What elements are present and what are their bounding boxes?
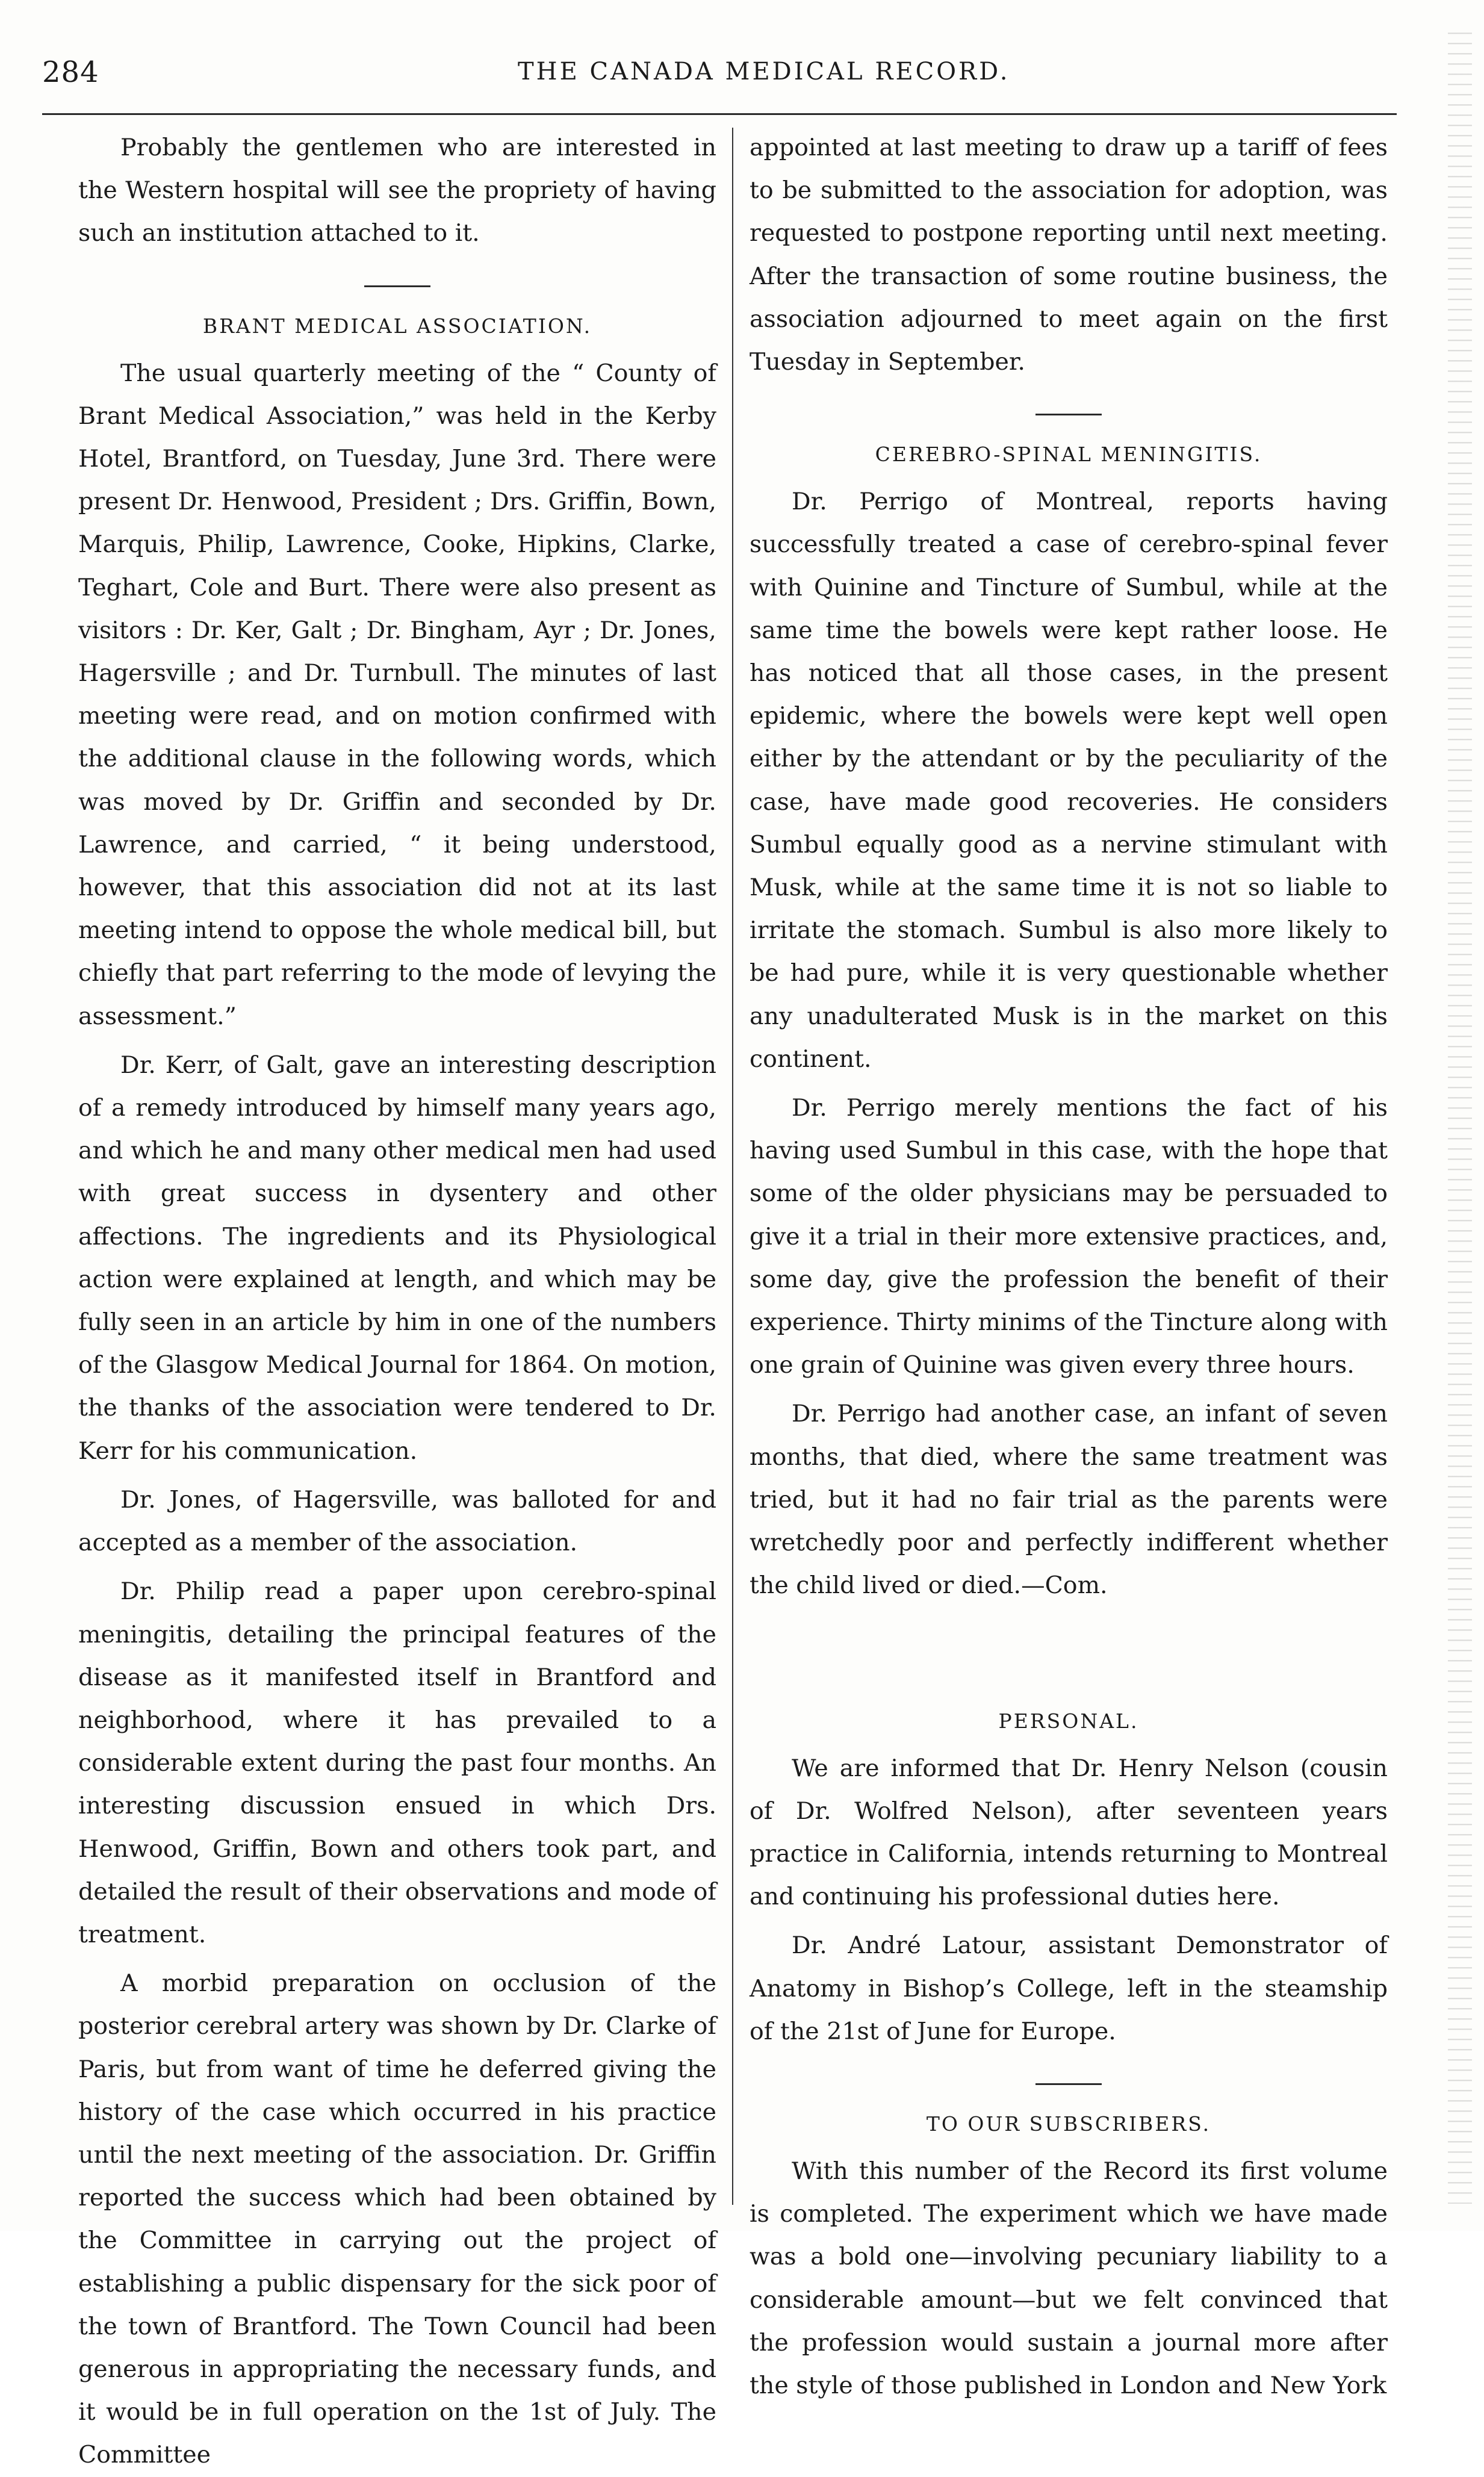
subscribers-heading: TO OUR SUBSCRIBERS. — [926, 2112, 1211, 2136]
brant-paragraph-4: Dr. Philip read a paper upon cerebro-spinal meningitis, detailing the principal features of the disease as it manifested itself in Brantford and neighborhood, where it has prevailed to a considerable extent during the past four months. An interesting discussion ensued in which Drs. Henwood, Griffin, Bown and others took part, and detailed the result of their observations and mode of treatment. — [78, 1577, 716, 1948]
cerebro-heading: CEREBRO-SPINAL MENINGITIS. — [875, 443, 1262, 467]
cerebro-paragraph-2: Dr. Perrigo merely mentions the fact of his having used Sumbul in this case, with the hope that some of the older physicians may be persuaded to give it a trial in their more extensive practices, and, some day, give the profession the benefit of their experience. Thirty minims of the Tincture along with one grain of Quinine was given every three hours. — [750, 1094, 1388, 1379]
subscribers-paragraph: With this number of the Record its first volume is completed. The experiment which we have made was a bold one—involving pecuniary liability to a considerable amount—but we felt convinced that the profession would sustain a journal more after the style of those published in London and New York — [750, 2157, 1388, 2399]
left-column — [78, 126, 716, 2477]
personal-paragraph-1: We are informed that Dr. Henry Nelson (cousin of Dr. Wolfred Nelson), after seventeen years practice in California, intends returning to Montreal and continuing his professional duties here. — [750, 1754, 1388, 1911]
section-spacer — [750, 1608, 1388, 1692]
brant-paragraph-2: Dr. Kerr, of Galt, gave an interesting description of a remedy introduced by himself many years ago, and which he and many other medical men had used with great success in dysentery and other affections. The ingredients and its Physiological action were explained at length, and which may be fully seen in an article by him in one of the numbers of the Glasgow Medical Journal for 1864. On motion, the thanks of the association were tendered to Dr. Kerr for his communication. — [78, 1051, 716, 1465]
brant-heading: BRANT MEDICAL ASSOCIATION. — [202, 314, 592, 338]
section-rule — [364, 285, 430, 287]
brant-paragraph-5: A morbid preparation on occlusion of the posterior cerebral artery was shown by Dr. Clarke of Paris, but from want of time he deferred giving the history of the case which occurred in his practice until the next meeting of the association. Dr. Griffin reported the success which had been obtained by the Committee in carrying out the project of establishing a public dispensary for the sick poor of the town of Brantford. The Town Council had been generous in appropriating the necessary funds, and it would be in full operation on the 1st of July. The Committee — [78, 1969, 716, 2469]
personal-paragraph-2: Dr. André Latour, assistant Demonstrator of Anatomy in Bishop’s College, left in the steamship of the 21st of June for Europe. — [750, 1932, 1388, 2045]
brant-paragraph-1: The usual quarterly meeting of the “ County of Brant Medical Association,” was held in the Kerby Hotel, Brantford, on Tuesday, June 3rd. There were present Dr. Henwood, President ; Drs. Griffin, Bown, Marquis, Philip, Lawrence, Cooke, Hipkins, Clarke, Teghart, Cole and Burt. There were also present as visitors : Dr. Ker, Galt ; Dr. Bingham, Ayr ; Dr. Jones, Hagersville ; and Dr. Turnbull. The minutes of last meeting were read, and on motion confirmed with the additional clause in the following words, which was moved by Dr. Griffin and seconded by Dr. Lawrence, and carried, “ it being understood, however, that this association did not at its last meeting intend to oppose the whole medical bill, but chiefly that part referring to the mode of levying the assessment.” — [78, 359, 716, 1030]
cerebro-paragraph-3: Dr. Perrigo had another case, an infant of seven months, that died, where the same treatment was tried, but it had no fair trial as the parents were wretchedly poor and perfectly indifferent whether the child lived or died.—Com. — [750, 1400, 1388, 1600]
column-divider — [732, 128, 733, 2205]
journal-title: THE CANADA MEDICAL RECORD. — [518, 58, 1010, 85]
personal-heading: PERSONAL. — [998, 1709, 1139, 1733]
section-rule — [1035, 2083, 1102, 2085]
right-column — [750, 126, 1388, 2407]
running-head — [42, 55, 1421, 98]
intro-paragraph: Probably the gentlemen who are interested in the Western hospital will see the propriety of having such an institution attached to it. — [78, 134, 716, 247]
brant-paragraph-3: Dr. Jones, of Hagersville, was balloted for and accepted as a member of the association. — [78, 1485, 716, 1557]
scan-edge — [1448, 24, 1472, 2204]
section-rule — [1035, 414, 1102, 415]
header-rule — [42, 113, 1397, 115]
page-number: 284 — [42, 55, 99, 89]
continuation-paragraph: appointed at last meeting to draw up a tariff of fees to be submitted to the association for adoption, was requested to postpone reporting until next meeting. After the transaction of some routine business, the association adjourned to meet again on the first Tuesday in September. — [750, 134, 1388, 376]
cerebro-paragraph-1: Dr. Perrigo of Montreal, reports having successfully treated a case of cerebro-spinal fever with Quinine and Tincture of Sumbul, while at the same time the bowels were kept rather loose. He has noticed that all those cases, in the present epidemic, where the bowels were kept well open either by the attendant or by the peculiarity of the case, have made good recoveries. He considers Sumbul equally good as a nervine stimulant with Musk, while at the same time it is not so liable to irritate the stomach. Sumbul is also more likely to be had pure, while it is very questionable whether any unadulterated Musk is in the market on this continent. — [750, 488, 1388, 1073]
